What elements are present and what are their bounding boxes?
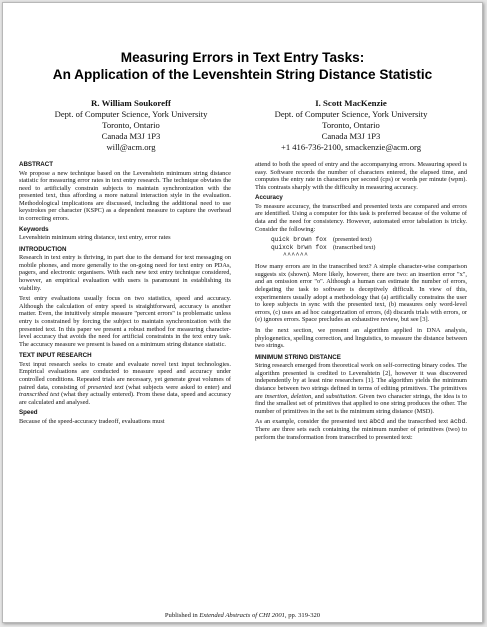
introduction-heading: INTRODUCTION: [19, 245, 67, 253]
text-run: String research emerged from theoretical work on self-correcting binary codes. The algorithm presented is credited to Levenshtein [2], however it was discovered independently by at least nine researchers [1]. The algorithm yields the minimum distance between two strings defined in terms of editing primitives. The primitives are: [255, 362, 467, 400]
paper-page: [2, 2, 483, 623]
author-block-1: [31, 98, 231, 153]
abstract-text: We propose a new technique based on the Levenshtein minimum string distance statistic for measuring error rates in text entry research. The technique obviates the need to artificially constrain subjects to maintain synchronization with the presented text, thus affording a more natural interaction style in the evaluation. Methodological implications are discussed, including the additional need to use keystrokes per character (KSPC) as a dependent measure to capture the overhead in correcting errors.: [19, 169, 231, 223]
author-dept: Dept. of Computer Science, York University: [54, 109, 208, 119]
text-run: Text input research seeks to create and evaluate novel text input technologies. Empirical evaluations are conducted to measure speed and accuracy under controlled conditions. Repeated trials are necessary, yet generate great volumes of paired data, consisting of: [19, 360, 231, 391]
author-city: Toronto, Ontario: [102, 120, 160, 130]
introduction-paragraph-1: Research in text entry is thriving, in part due to the demand for text messaging on mobile phones, and more generally to the on-going need for text entry on PDAs, pagers, and electronic organisers. With each new text entry technique considered, however, an empirical evaluation with users is paramount in establishing its viability.: [19, 254, 231, 292]
text-input-research-paragraph: [19, 361, 231, 407]
code-abcd: abcd: [369, 418, 385, 426]
presented-text-sample: quick brown fox: [271, 236, 327, 244]
author-postal: Canada M3J 1P3: [101, 131, 161, 141]
author-city: Toronto, Ontario: [322, 120, 380, 130]
text-input-research-heading: TEXT INPUT RESEARCH: [19, 352, 92, 360]
footer-venue: Extended Abstracts of CHI 2001: [199, 612, 285, 619]
emphasis-primitives: insertion, deletion,: [264, 392, 313, 400]
transcribed-text-label: (transcribed text): [333, 244, 376, 252]
paper-title-line-1: Measuring Errors in Text Entry Tasks:: [120, 50, 365, 65]
text-run: and: [312, 392, 326, 400]
text-run: (what they actually entered). From these data, speed and accuracy are calculated and analysed.: [19, 391, 231, 406]
example-text-block: [271, 236, 467, 260]
keywords-text: Levenshtein minimum string distance, text entry, error rates: [19, 234, 171, 242]
accuracy-paragraph: To measure accuracy, the transcribed and presented texts are compared and errors are identified. Using a computer for this task is preferred because of the volume of data and the need for consistency. However, automated error tabulation is tricky. Consider the following:: [255, 202, 467, 233]
error-markers: ^^^^^^: [283, 252, 309, 260]
author-dept: Dept. of Computer Science, York University: [274, 109, 428, 119]
right-column: [255, 161, 467, 444]
speed-heading: Speed: [19, 409, 38, 417]
speed-paragraph-continued: attend to both the speed of entry and the accompanying errors. Measuring speed is easy. Software records the number of characters entered, the elapsed time, and computes the entry rate in characters per second (cps) or words per minute (wpm). This contrasts sharply with the difficulty in measuring accuracy.: [255, 161, 467, 191]
left-column: [19, 161, 231, 429]
code-acbd: acbd: [450, 418, 466, 426]
author-postal: Canada M3J 1P3: [321, 131, 381, 141]
next-section-paragraph: In the next section, we present an algorithm applied in DNA analysis, phylogenetics, spelling correction, and linguistics, to measure the distance between two strings.: [255, 327, 467, 350]
text-run: (what subjects were asked to enter) and: [123, 383, 232, 391]
transcribed-text-sample: quixck brwn fox: [271, 244, 327, 252]
publication-footer: [3, 612, 482, 620]
emphasis-transcribed-text: transcribed text: [19, 391, 60, 399]
msd-paragraph-1: [255, 362, 467, 415]
emphasis-substitution: substitution.: [325, 392, 358, 400]
error-count-paragraph: How many errors are in the transcribed text? A simple character-wise comparison suggests six (shown). More likely, however, there are two: an insertion error "x", and an omission error "o". Although a human can estimate the number of errors, delegating the task to software is deceptively difficult. In view of this, experimenters usually adopt a methodology that (a) artificially constrains the user to keep subjects in sync with the presented text, (b) measures only word-level errors, (c) uses an ad hoc categorization of errors, (d) discards trials with errors, or (e) ignores errors. Space precludes an exhaustive review, but see [3].: [255, 263, 467, 324]
keywords-heading: Keywords: [19, 225, 49, 233]
presented-text-label: (presented text): [333, 236, 372, 244]
speed-paragraph: Because of the speed-accuracy tradeoff, evaluations must: [19, 417, 165, 425]
text-run: Given two character strings, the idea is to find the smallest set of primitives that applied to one string produces the other. The number of primitives in the set is the minimum string distance (MSD).: [255, 392, 467, 415]
msd-paragraph-2: [255, 418, 467, 441]
footer-suffix: , pp. 319-320: [284, 612, 321, 619]
author-name: I. Scott MacKenzie: [315, 98, 387, 108]
author-name: R. William Soukoreff: [91, 98, 171, 108]
text-run: and the transcribed text: [384, 418, 451, 426]
footer-prefix: Published in: [164, 612, 200, 619]
author-phone-email[interactable]: +1 416-736-2100, smackenzie@acm.org: [280, 142, 422, 152]
introduction-paragraph-2: Text entry evaluations usually focus on two statistics, speed and accuracy. Although the calculation of entry speed is straightforward, accuracy is another matter. Even, the intuitively simple measure "percent errors" is problematic unless entry is constrained by forcing the subject to maintain synchronization with the presented text. In this paper we present a robust method for measuring character-level accuracy that avoids the need for artificial constraints in the text entry task. The accuracy measure we present is based on a minimum string distance statistic.: [19, 295, 231, 348]
text-run: As an example, consider the presented text: [255, 418, 370, 426]
author-block-2: [251, 98, 451, 153]
minimum-string-distance-heading: MINIMUM STRING DISTANCE: [255, 353, 341, 361]
author-email[interactable]: will@acm.org: [106, 142, 156, 152]
emphasis-presented-text: presented text: [87, 383, 124, 391]
text-run: . There are three sets each containing the minimum number of primitives (two) to perform the transformation from transcribed to presented text:: [255, 418, 467, 441]
accuracy-heading: Accuracy: [255, 194, 283, 202]
abstract-heading: ABSTRACT: [19, 161, 54, 168]
paper-title-line-2: An Application of the Levenshtein String Distance Statistic: [52, 67, 433, 82]
